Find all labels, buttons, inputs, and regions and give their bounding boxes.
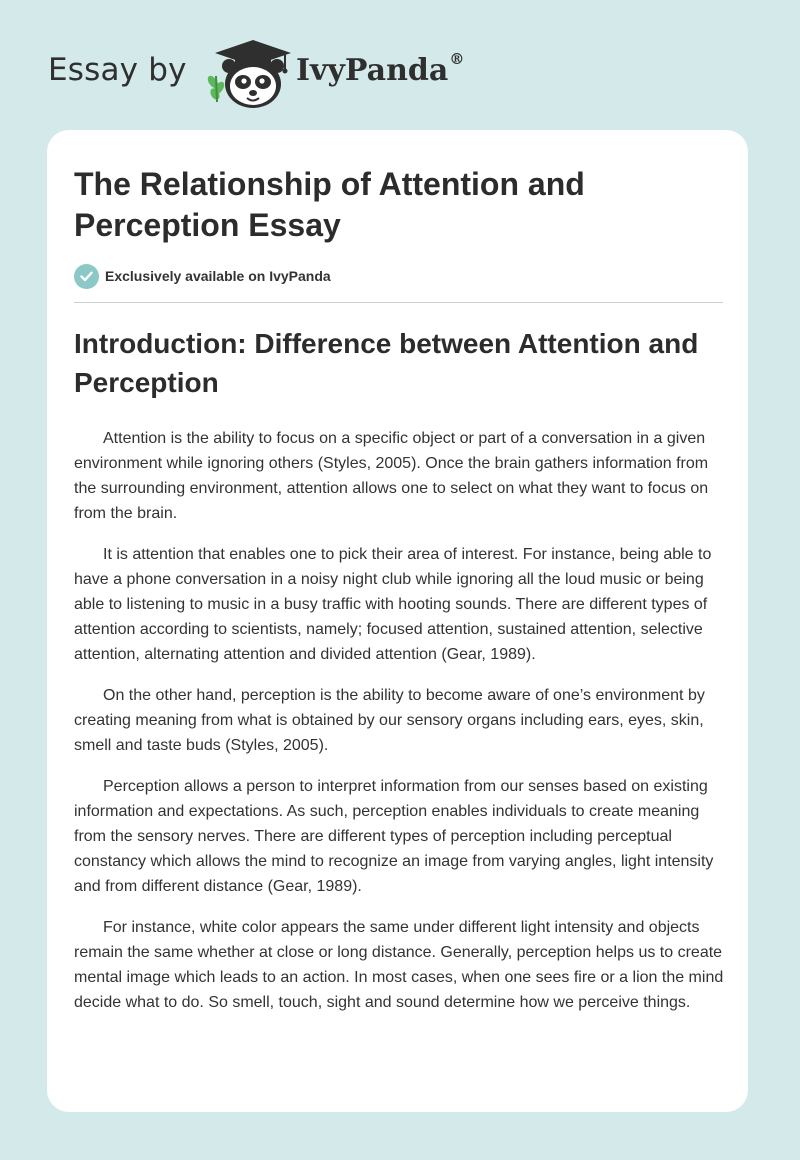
paragraph: It is attention that enables one to pick their area of interest. For instance, being able to have a phone conversation in a noisy night club while ignoring all the loud music or being able to listening to music in a busy traffic with hooting sounds. There are different types of attention according to scientists, namely; focused attention, sustained attention, selective attention, alternating attention and divided attention (Gear, 1989). [74, 546, 712, 663]
brand-prefix: Essay by [48, 52, 187, 88]
essay-card [47, 130, 748, 1112]
essay-body [74, 426, 725, 1031]
brand-header[interactable] [48, 34, 488, 114]
section-heading: Introduction: Difference between Attention and Perception [74, 328, 699, 398]
page-title: The Relationship of Attention and Perception Essay [74, 166, 585, 243]
paragraph: On the other hand, perception is the ability to become aware of one’s environment by creating meaning from what is obtained by our sensory organs including ears, eyes, skin, smell and taste buds (Styles, 2005). [74, 687, 705, 754]
brand-name-text: IvyPanda [296, 53, 449, 88]
divider [74, 302, 723, 303]
leaf-icon [206, 74, 227, 102]
registered-mark: ® [449, 50, 465, 68]
badge-label: Exclusively available on IvyPanda [105, 268, 331, 284]
paragraph: For instance, white color appears the same under different light intensity and objects remain the same whether at close or long distance. Generally, perception helps us to create mental image which leads to an action. In most cases, when one sees fire or a lion the mind decide what to do. So smell, touch, sight and sound determine how we perceive things. [74, 919, 724, 1011]
exclusive-badge [74, 263, 331, 289]
brand-name [296, 50, 465, 88]
paragraph: Perception allows a person to interpret information from our senses based on existing information and expectations. As such, perception enables individuals to create meaning from the sensory nerves. There are different types of perception including perceptual constancy which allows the mind to recognize an image from varying angles, light intensity and from different distance (Gear, 1989). [74, 778, 714, 895]
paragraph: Attention is the ability to focus on a specific object or part of a conversation in a given environment while ignoring others (Styles, 2005). Once the brain gathers information from the surrounding environment, attention allows one to select on what they want to focus on from the brain. [74, 430, 709, 522]
panda-graduate-icon [201, 36, 293, 110]
check-icon [74, 264, 99, 289]
